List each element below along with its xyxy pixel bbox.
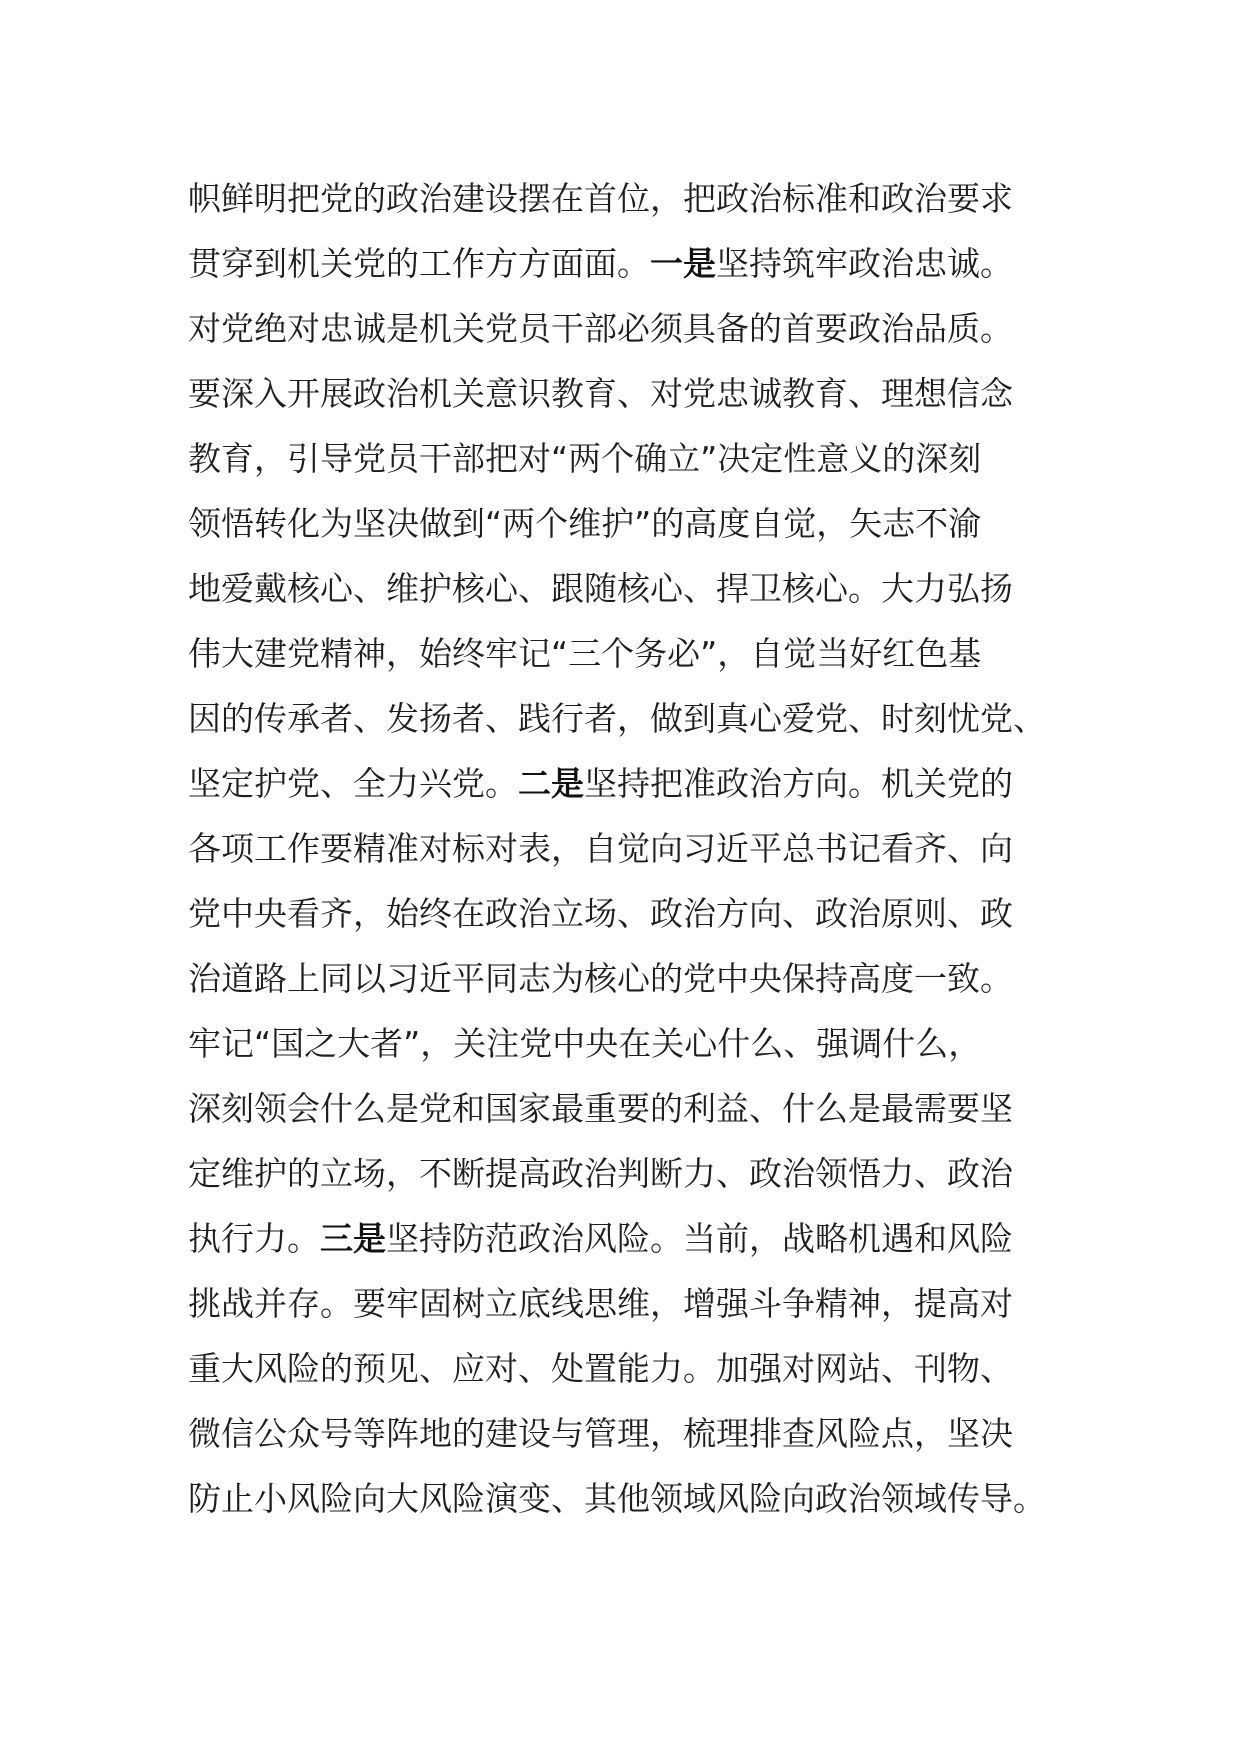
- text-segment: 挑战并存。要牢固树立底线思维，增强斗争精神，提高对: [188, 1284, 1013, 1323]
- text-segment: 教育，引导党员干部把对“两个确立”决定性意义的深刻: [188, 439, 982, 478]
- text-line: [188, 361, 1088, 426]
- text-segment: 帜鲜明把党的政治建设摆在首位，把政治标准和政治要求: [188, 179, 1013, 218]
- text-line: [188, 166, 1088, 231]
- text-line: [188, 946, 1088, 1011]
- text-line: [188, 686, 1088, 751]
- text-line: [188, 426, 1088, 491]
- text-line: [188, 491, 1088, 556]
- text-segment: 坚持防范政治风险。当前，战略机遇和风险: [386, 1219, 1013, 1258]
- text-line: [188, 751, 1088, 816]
- text-segment: 领悟转化为坚决做到“两个维护”的高度自觉，矢志不渝: [188, 504, 982, 543]
- bold-enumerator: 三是: [320, 1219, 386, 1258]
- text-line: [188, 1271, 1088, 1336]
- text-segment: 地爱戴核心、维护核心、跟随核心、捍卫核心。大力弘扬: [188, 569, 1013, 608]
- text-segment: 贯穿到机关党的工作方方面面。: [188, 244, 650, 283]
- text-segment: 治道路上同以习近平同志为核心的党中央保持高度一致。: [188, 959, 1013, 998]
- text-segment: 微信公众号等阵地的建设与管理，梳理排查风险点，坚决: [188, 1414, 1013, 1453]
- text-segment: 坚定护党、全力兴党。: [188, 764, 518, 803]
- bold-enumerator: 一是: [650, 244, 716, 283]
- text-segment: 要深入开展政治机关意识教育、对党忠诚教育、理想信念: [188, 374, 1013, 413]
- text-line: [188, 1011, 1088, 1076]
- text-segment: 党中央看齐，始终在政治立场、政治方向、政治原则、政: [188, 894, 1013, 933]
- text-line: [188, 816, 1088, 881]
- text-segment: 定维护的立场，不断提高政治判断力、政治领悟力、政治: [188, 1154, 1013, 1193]
- text-segment: 坚持筑牢政治忠诚。: [716, 244, 1013, 283]
- text-line: [188, 231, 1088, 296]
- text-line: [188, 1141, 1088, 1206]
- body-text: [188, 166, 1088, 1531]
- text-line: [188, 1466, 1088, 1531]
- text-line: [188, 296, 1088, 361]
- text-line: [188, 1076, 1088, 1141]
- text-segment: 各项工作要精准对标对表，自觉向习近平总书记看齐、向: [188, 829, 1013, 868]
- bold-enumerator: 二是: [518, 764, 584, 803]
- text-line: [188, 621, 1088, 686]
- text-line: [188, 881, 1088, 946]
- text-line: [188, 1206, 1088, 1271]
- text-segment: 伟大建党精神，始终牢记“三个务必”，自觉当好红色基: [188, 634, 982, 673]
- text-segment: 执行力。: [188, 1219, 320, 1258]
- text-segment: 坚持把准政治方向。机关党的: [584, 764, 1013, 803]
- text-segment: 因的传承者、发扬者、践行者，做到真心爱党、时刻忧党、: [188, 699, 1046, 738]
- text-line: [188, 1336, 1088, 1401]
- text-segment: 防止小风险向大风险演变、其他领域风险向政治领域传导。: [188, 1479, 1046, 1518]
- text-segment: 对党绝对忠诚是机关党员干部必须具备的首要政治品质。: [188, 309, 1013, 348]
- text-segment: 深刻领会什么是党和国家最重要的利益、什么是最需要坚: [188, 1089, 1013, 1128]
- text-segment: 重大风险的预见、应对、处置能力。加强对网站、刊物、: [188, 1349, 1013, 1388]
- text-line: [188, 556, 1088, 621]
- text-segment: 牢记“国之大者”，关注党中央在关心什么、强调什么，: [188, 1024, 982, 1063]
- text-line: [188, 1401, 1088, 1466]
